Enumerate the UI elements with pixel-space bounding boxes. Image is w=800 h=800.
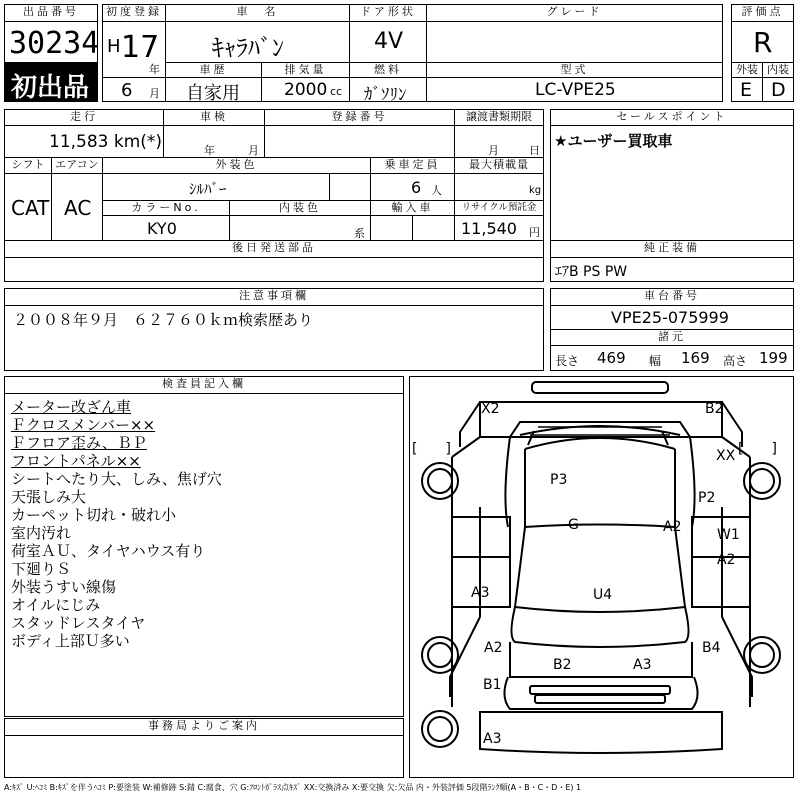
displacement-box bbox=[261, 77, 350, 102]
inspector-note: Ｆフロア歪み、ＢＰ bbox=[11, 434, 147, 452]
notes-box bbox=[4, 305, 544, 371]
exterior-score-box bbox=[731, 77, 763, 102]
capacity-label: 乗車定員 bbox=[370, 157, 455, 174]
recycle-fee-box bbox=[454, 215, 544, 241]
year-unit: 年 bbox=[149, 63, 160, 76]
inspector-note: スタッドレスタイヤ bbox=[11, 614, 146, 632]
width: 169 bbox=[681, 349, 710, 367]
inspector-note: 下廻りＳ bbox=[11, 560, 72, 578]
ac: AC bbox=[64, 196, 92, 220]
interior-label: 内装 bbox=[762, 62, 794, 78]
displacement-unit: cc bbox=[330, 85, 343, 98]
car-name-label: 車 名 bbox=[165, 4, 350, 22]
selling-point-label: セールスポイント bbox=[550, 109, 794, 126]
inspector-note: Ｆクロスメンバー×× bbox=[11, 416, 156, 434]
mark-b4: B4 bbox=[702, 640, 721, 656]
equipment-box bbox=[550, 257, 794, 282]
inspector-note: 外装うすい線傷 bbox=[11, 578, 117, 596]
max-load-label: 最大積載量 bbox=[454, 157, 544, 174]
recycle-fee: 11,540 bbox=[461, 219, 517, 238]
score-box bbox=[731, 21, 794, 63]
inspector-note: 荷室ＡＵ、タイヤハウス有り bbox=[11, 542, 206, 560]
car-name-box bbox=[165, 21, 350, 63]
notes-label: 注意事項欄 bbox=[4, 288, 544, 306]
inspection-label: 車検 bbox=[163, 109, 265, 126]
exterior-color-box-extra bbox=[329, 173, 371, 201]
history-label: 車歴 bbox=[165, 62, 262, 78]
history-box bbox=[165, 77, 262, 102]
color-no-label: カラーNo. bbox=[102, 200, 230, 216]
selling-point: ★ユーザー買取車 bbox=[554, 132, 673, 150]
inspection-year-unit: 年 bbox=[204, 144, 215, 157]
mark-w1: W1 bbox=[717, 527, 740, 543]
width-label: 幅 bbox=[649, 354, 662, 368]
exterior-score: E bbox=[740, 79, 753, 101]
score-label: 評価点 bbox=[731, 4, 794, 22]
mark-a2-right: A2 bbox=[717, 552, 736, 568]
inspection-month-unit: 月 bbox=[248, 144, 259, 157]
lot-number-label: 出品番号 bbox=[4, 4, 98, 22]
car-name: ｷｬﾗﾊﾞﾝ bbox=[212, 34, 284, 62]
shift-label: シフト bbox=[4, 157, 52, 174]
office-notice-label: 事務局よりご案内 bbox=[4, 718, 404, 736]
first-listing-text: 初出品 bbox=[11, 73, 90, 103]
door-type: 4V bbox=[374, 29, 404, 54]
transfer-deadline-box bbox=[454, 125, 544, 158]
score: R bbox=[753, 26, 773, 59]
month-unit: 月 bbox=[149, 87, 160, 100]
length-label: 長さ bbox=[555, 354, 580, 368]
selling-point-box bbox=[550, 125, 794, 258]
import-box-left bbox=[370, 215, 413, 241]
plate-box bbox=[264, 125, 455, 158]
mark-b2: B2 bbox=[705, 401, 724, 417]
fuel: ｶﾞｿﾘﾝ bbox=[364, 85, 407, 105]
ac-box bbox=[51, 173, 103, 241]
mark-p2: P2 bbox=[698, 490, 716, 506]
capacity-unit: 人 bbox=[431, 184, 442, 197]
mileage-box bbox=[4, 125, 164, 158]
registration-month: 6 bbox=[121, 80, 133, 101]
history: 自家用 bbox=[186, 83, 240, 104]
color-no-box bbox=[102, 215, 230, 241]
shift-box bbox=[4, 173, 52, 241]
mileage: 11,583 km(*) bbox=[49, 132, 163, 152]
mark-b1: B1 bbox=[483, 677, 502, 693]
lot-number-box bbox=[4, 21, 98, 63]
inspector-note: 天張しみ大 bbox=[11, 488, 87, 506]
mark-xx: XX bbox=[716, 448, 736, 464]
exterior-color-box bbox=[102, 173, 330, 201]
exterior-color: ｼﾙﾊﾞｰ bbox=[189, 180, 227, 198]
model: LC-VPE25 bbox=[535, 80, 616, 100]
era: H bbox=[107, 36, 121, 57]
damage-legend: A:ｷｽﾞ U:ﾍｺﾐ B:ｷｽﾞを伴うﾍｺﾐ P:要塗装 W:補修跡 S:錆 C:腐食、穴 G:ﾌﾛﾝﾄｶﾞﾗｽ点ｷｽﾞ XX:交換済み X:要交換 欠:欠品 内・外装評価 5段階ﾗﾝｸ順(A・B・C・D・E) 1 bbox=[4, 783, 582, 792]
grade-box bbox=[426, 21, 723, 63]
bracket-left: [ ] bbox=[412, 441, 451, 457]
mark-a2-left: A2 bbox=[484, 640, 503, 656]
interior-color-unit: 系 bbox=[354, 227, 365, 240]
length: 469 bbox=[597, 349, 626, 367]
mark-a2-right-upper: A2 bbox=[663, 519, 682, 535]
inspection-box bbox=[163, 125, 265, 158]
vehicle-diagram bbox=[410, 377, 793, 777]
exterior-label: 外装 bbox=[731, 62, 763, 78]
interior-score-box bbox=[762, 77, 794, 102]
chassis-number-box bbox=[550, 305, 794, 330]
max-load-unit: kg bbox=[529, 185, 542, 196]
height-label: 高さ bbox=[723, 354, 748, 368]
interior-color-box bbox=[229, 215, 371, 241]
inspector-note: メーター改ざん車 bbox=[11, 398, 132, 416]
first-registration-month-box bbox=[102, 77, 166, 102]
interior-color-label: 内装色 bbox=[229, 200, 371, 216]
chassis-number: VPE25-075999 bbox=[611, 308, 729, 327]
ac-label: エアコン bbox=[51, 157, 103, 174]
capacity-box bbox=[370, 173, 455, 201]
inspector-note: フロントパネル×× bbox=[11, 452, 141, 470]
equipment-label: 純正装備 bbox=[550, 240, 794, 258]
inspector-notes-box bbox=[4, 393, 404, 717]
equipment: ｴｱB PS PW bbox=[555, 264, 628, 280]
mark-a3-left: A3 bbox=[471, 585, 490, 601]
later-parts-box bbox=[4, 257, 544, 282]
transfer-day-unit: 日 bbox=[529, 144, 540, 157]
inspector-notes-label: 検査員記入欄 bbox=[4, 376, 404, 394]
capacity: 6 bbox=[411, 178, 422, 197]
mark-u4: U4 bbox=[593, 587, 613, 603]
first-registration-year-box bbox=[102, 21, 166, 78]
mark-g: G bbox=[568, 517, 579, 533]
inspector-note: カーペット切れ・破れ小 bbox=[11, 506, 177, 524]
transfer-deadline-label: 譲渡書類期限 bbox=[454, 109, 544, 126]
shift: CAT bbox=[11, 196, 50, 220]
notes: ２００８年９月 ６２７６０ｋｍ検索歴あり bbox=[13, 311, 314, 329]
door-type-box bbox=[349, 21, 427, 63]
inspector-note: ボディ上部Ｕ多い bbox=[11, 632, 130, 650]
plate-label: 登録番号 bbox=[264, 109, 455, 126]
height: 199 bbox=[759, 349, 788, 367]
door-type-label: ドア形状 bbox=[349, 4, 427, 22]
recycle-fee-unit: 円 bbox=[529, 226, 540, 239]
grade-label: グレード bbox=[426, 4, 723, 22]
lot-number: 30234 bbox=[9, 26, 100, 61]
import-label: 輸入車 bbox=[370, 200, 455, 216]
fuel-box bbox=[349, 77, 427, 105]
model-label: 型式 bbox=[426, 62, 723, 78]
damage-diagram-box bbox=[409, 376, 794, 778]
chassis-number-label: 車台番号 bbox=[550, 288, 794, 306]
mark-x2: X2 bbox=[481, 401, 500, 417]
inspector-note: オイルにじみ bbox=[11, 596, 101, 614]
mark-p3: P3 bbox=[550, 472, 568, 488]
transfer-month-unit: 月 bbox=[488, 144, 499, 157]
bracket-right: [ ] bbox=[738, 441, 777, 457]
displacement: 2000 bbox=[284, 80, 328, 100]
model-box bbox=[426, 77, 723, 102]
inspector-note: シートへたり大、しみ、焦げ穴 bbox=[11, 470, 222, 488]
mark-b2-bottom: B2 bbox=[553, 657, 572, 673]
first-listing-badge bbox=[4, 62, 98, 102]
displacement-label: 排気量 bbox=[261, 62, 350, 78]
interior-score: D bbox=[771, 79, 786, 101]
mark-a3-bottom-left: A3 bbox=[483, 731, 502, 747]
later-parts-label: 後日発送部品 bbox=[4, 240, 544, 258]
exterior-color-label: 外装色 bbox=[102, 157, 371, 174]
first-registration-label: 初度登録 bbox=[102, 4, 166, 22]
mark-a3-bottom: A3 bbox=[633, 657, 652, 673]
mileage-label: 走行 bbox=[4, 109, 164, 126]
max-load-box bbox=[454, 173, 544, 201]
specs-label: 諸元 bbox=[550, 329, 794, 346]
fuel-label: 燃料 bbox=[349, 62, 427, 78]
color-no: KY0 bbox=[147, 219, 177, 238]
specs-box bbox=[550, 345, 794, 371]
import-box-right bbox=[412, 215, 455, 241]
registration-year: 17 bbox=[121, 30, 160, 65]
recycle-fee-label: リサイクル預託金 bbox=[454, 200, 544, 216]
inspector-note: 室内汚れ bbox=[11, 524, 72, 542]
office-notice-box bbox=[4, 735, 404, 778]
